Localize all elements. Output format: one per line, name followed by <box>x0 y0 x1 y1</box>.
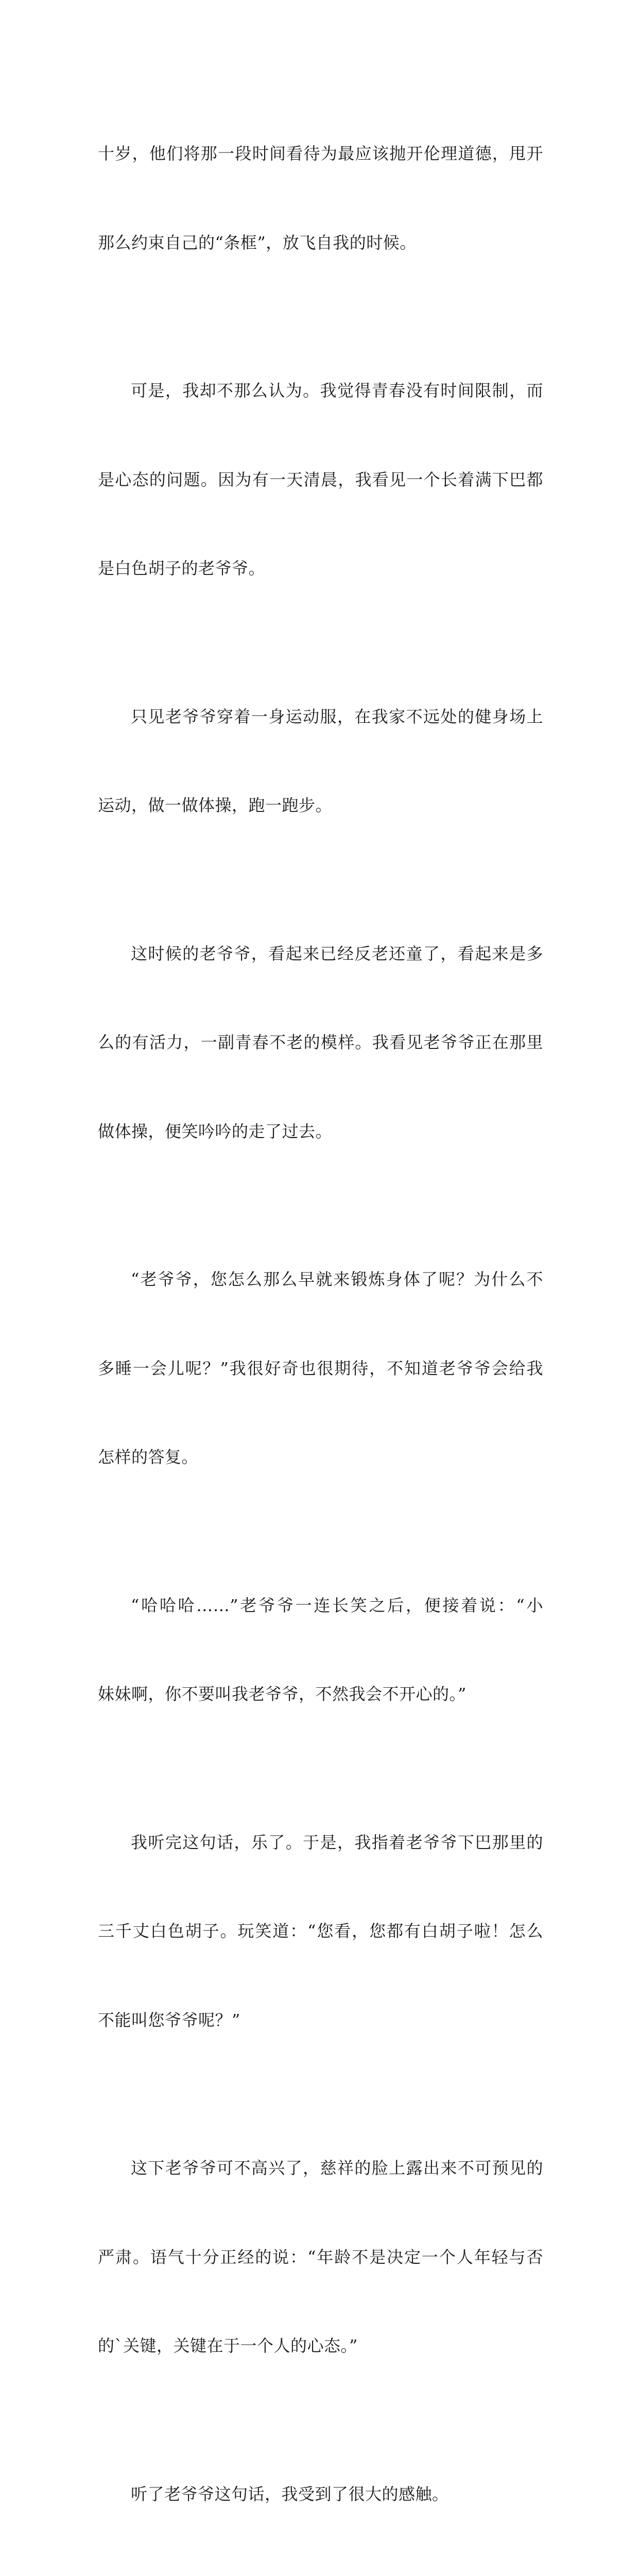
text-line: 只见老爷爷穿着一身运动服，在我家不远处的健身场上 <box>131 706 543 726</box>
paragraph-7 <box>98 1769 543 2095</box>
text-line: 十岁，他们将那一段时间看待为最应该抛开伦理道德，甩开 <box>98 144 543 163</box>
text-line: “哈哈哈……”老爷爷一连长笑之后，便接着说：“小 <box>131 1595 543 1615</box>
paragraph-8 <box>98 2094 543 2420</box>
text-line: 做体操，便笑吟吟的走了过去。 <box>98 1121 333 1141</box>
text-line: “老爷爷，您怎么那么早就来锻炼身体了呢？为什么不 <box>131 1269 543 1289</box>
text-line: 三千丈白色胡子。玩笑道：“您看，您都有白胡子啦！怎么 <box>98 1921 543 1941</box>
text-line: 么的有活力，一副青春不老的模样。我看见老爷爷正在那里 <box>98 1032 543 1052</box>
document-body <box>98 80 543 2576</box>
text-line: 我听完这句话，乐了。于是，我指着老爷爷下巴那里的 <box>131 1832 543 1852</box>
paragraph-9 <box>98 2420 543 2569</box>
paragraph-5 <box>98 1206 543 1532</box>
paragraph-2 <box>98 317 543 643</box>
text-line: 可是，我却不那么认为。我觉得青春没有时间限制，而 <box>131 381 543 400</box>
text-line: 运动，做一做体操，跑一跑步。 <box>98 795 333 815</box>
paragraph-10 <box>98 2568 543 2576</box>
text-line: 是心态的问题。因为有一天清晨，我看见一个长着满下巴都 <box>98 469 543 489</box>
text-line: 是白色胡子的老爷爷。 <box>98 558 266 578</box>
text-line: 怎样的答复。 <box>98 1447 199 1467</box>
paragraph-3 <box>98 643 543 880</box>
text-line: 不能叫您爷爷呢？” <box>98 2010 240 2030</box>
text-line: 那么约束自己的“条框”，放飞自我的时候。 <box>98 232 417 252</box>
paragraph-4 <box>98 880 543 1206</box>
text-line: 严肃。语气十分正经的说：“年龄不是决定一个人年轻与否 <box>98 2247 543 2267</box>
paragraph-1 <box>98 80 543 317</box>
text-line: 听了老爷爷这句话，我受到了很大的感触。 <box>131 2484 449 2504</box>
text-line: 的`关键，关键在于一个人的心态。” <box>98 2336 358 2355</box>
text-line: 妹妹啊，你不要叫我老爷爷，不然我会不开心的。” <box>98 1684 467 1704</box>
text-line: 多睡一会儿呢？”我很好奇也很期待，不知道老爷爷会给我 <box>98 1358 543 1378</box>
text-line: 这下老爷爷可不高兴了，慈祥的脸上露出来不可预见的 <box>131 2158 543 2178</box>
paragraph-6 <box>98 1532 543 1769</box>
text-line: 这时候的老爷爷，看起来已经反老还童了，看起来是多 <box>131 943 543 963</box>
